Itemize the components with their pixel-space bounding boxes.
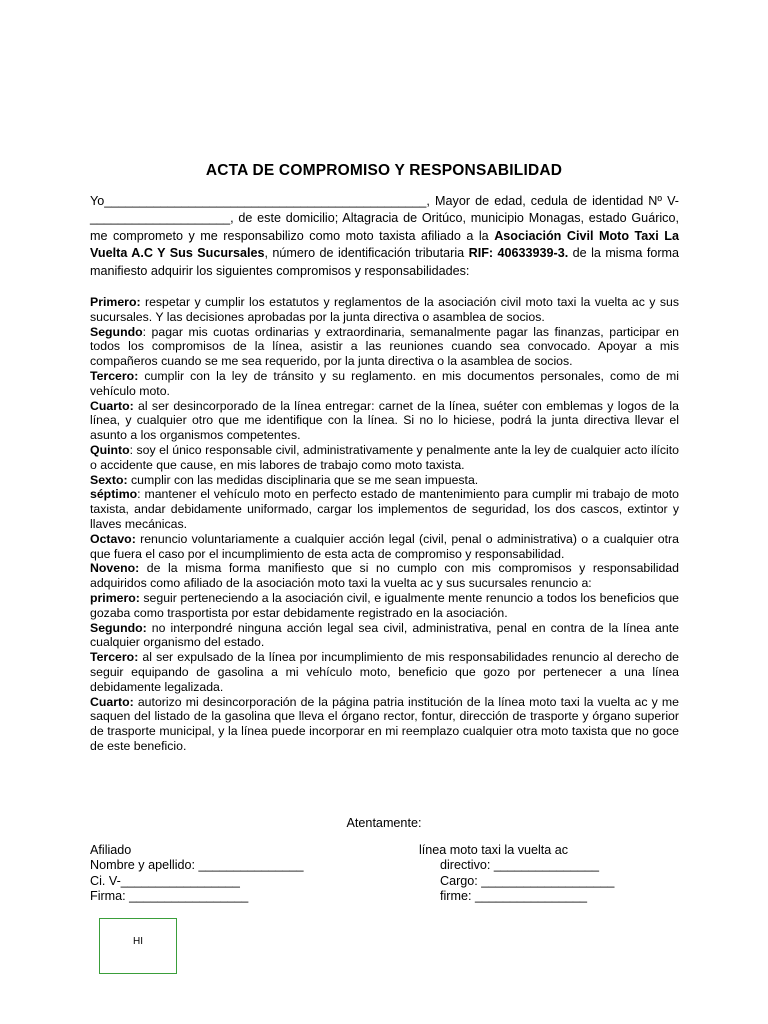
clause-text: seguir perteneciendo a la asociación civil, e igualmente mente renuncio a todos los beneficios que gozaba como trasportista por estar debidamente registrado en la asociación. [90, 590, 679, 620]
clause-text: respetar y cumplir los estatutos y reglamentos de la asociación civil moto taxi la vuelta ac y sus sucursales. Y las decisiones aprobadas por la junta directiva o asamblea de socios. [90, 295, 679, 324]
signature-line: Firma: _________________ [90, 889, 249, 904]
clause [90, 695, 679, 754]
association-name: Asociación Civil Moto Taxi La Vuelta A.C Y Sus Sucursales [90, 228, 679, 261]
clause-label: Primero: [90, 295, 141, 309]
clause-text: renuncio voluntariamente a cualquier acción legal (civil, penal o administrativa) o a cualquier otra que fuera el caso por el incumplimiento de esta acta de compromiso y responsabilidad. [90, 531, 679, 561]
clause-label: Noveno: [90, 561, 140, 576]
signature-heading: línea moto taxi la vuelta ac [419, 843, 569, 857]
photo-box-label: HI [133, 936, 143, 947]
signature-heading: Afiliado [90, 843, 132, 857]
clause [90, 650, 679, 694]
clause-text: : soy el único responsable civil, administrativamente y penalmente ante la ley de cualquier acto ilícito o accidente que cause, en mis labores de trabajo como moto taxista. [90, 442, 679, 472]
clause [90, 591, 679, 621]
clause-label: Sexto: [90, 472, 128, 487]
id-line: Ci. V-_________________ [90, 873, 240, 888]
clause [90, 443, 679, 473]
intro-text-1: Yo______________________________________________, Mayor de edad, cedula de identidad Nº V-____________________, de este domicilio; Altagracia de Oritúco, municipio Monagas, estado Guárico, me comprometo y me responsabilizo como moto taxista afiliado a la [90, 194, 679, 243]
closing-salutation: Atentamente: [346, 816, 422, 830]
clause-text: al ser expulsado de la línea por incumplimiento de mis responsabilidades renuncio al derecho de seguir equipando de gasolina a mi vehículo moto, beneficio que gozo por pertenecer a una línea debidamente legalizada. [90, 650, 679, 694]
clause [90, 561, 679, 591]
signature-line: firme: ________________ [440, 889, 588, 904]
intro-text-3: de la misma forma manifiesto adquirir los siguientes compromisos y responsabilidades: [90, 246, 680, 278]
clause-label: Tercero: [90, 368, 139, 383]
position-line: Cargo: ___________________ [440, 873, 615, 888]
clause [90, 369, 679, 399]
clause-text: : mantener el vehículo moto en perfecto estado de mantenimiento para cumplir mi trabajo de moto taxista, andar debidamente uniformado, cargar los implementos de seguridad, los dos cascos, extintor y llaves mecánicas. [90, 487, 679, 531]
clause-text: cumplir con las medidas disciplinaria que se me sean impuesta. [127, 472, 479, 487]
photo-box [99, 918, 177, 974]
intro-text-2: , número de identificación tributaria [264, 246, 469, 261]
clause-label: séptimo [90, 487, 138, 502]
clause [90, 325, 679, 369]
clause-label: Quinto [90, 442, 130, 457]
rif-number: RIF: 40633939-3. [468, 246, 569, 261]
clause [90, 532, 679, 562]
clause [90, 473, 679, 488]
intro-paragraph [90, 193, 679, 280]
clause-text: : pagar mis cuotas ordinarias y extraordinaria, semanalmente pagar las finanzas, participar en todos los compromisos de la línea, asistir a las reuniones cuando sea convocado. Apoyar a mis compañeros cuando se me sea requerido, por la junta directiva o la asamblea de socios. [90, 324, 679, 369]
clause-label: Tercero: [90, 650, 139, 665]
clause-label: Octavo: [90, 531, 136, 546]
clause-text: autorizo mi desincorporación de la página patria institución de la línea moto taxi la vuelta ac y me saquen del listado de la gasolina que lleva el órgano rector, fontur, dirección de trasporte y órgano superior de trasporte municipal, y la línea puede incorporar en mi reemplazo cualquier otra moto taxista que no goce de este beneficio. [90, 694, 679, 753]
clause-text: de la misma forma manifiesto que si no cumplo con mis compromisos y responsabilidad adquiridos como afiliado de la asociación moto taxi la vuelta ac y sus sucursales renuncio a: [90, 561, 679, 591]
clause [90, 621, 679, 651]
clause [90, 399, 679, 443]
clauses-list [90, 295, 679, 754]
clause-label: Cuarto: [90, 398, 134, 413]
director-line: directivo: _______________ [440, 858, 599, 873]
clause-text: cumplir con la ley de tránsito y su reglamento. en mis documentos personales, como de mi vehículo moto. [90, 368, 679, 398]
clause [90, 295, 679, 325]
name-line: Nombre y apellido: _______________ [90, 858, 304, 873]
signature-block-affiliate [90, 843, 304, 905]
clause-label: Segundo: [90, 620, 147, 635]
clause-label: Cuarto: [90, 694, 134, 709]
clause-text: al ser desincorporado de la línea entregar: carnet de la línea, suéter con emblemas y logos de la línea, y cualquier otro que me identifique con la línea. Si no lo hiciese, podrá la junta directiva llevar el asunto a los organismos competentes. [90, 398, 679, 443]
clause-label: Segundo [90, 324, 143, 339]
signature-block-line [419, 843, 614, 905]
clause-text: no interpondré ninguna acción legal sea civil, administrativa, penal en contra de la línea ante cualquier organismo del estado. [90, 620, 679, 650]
clause [90, 487, 679, 531]
document-title: ACTA DE COMPROMISO Y RESPONSABILIDAD [205, 162, 563, 179]
clause-label: primero: [90, 590, 140, 605]
